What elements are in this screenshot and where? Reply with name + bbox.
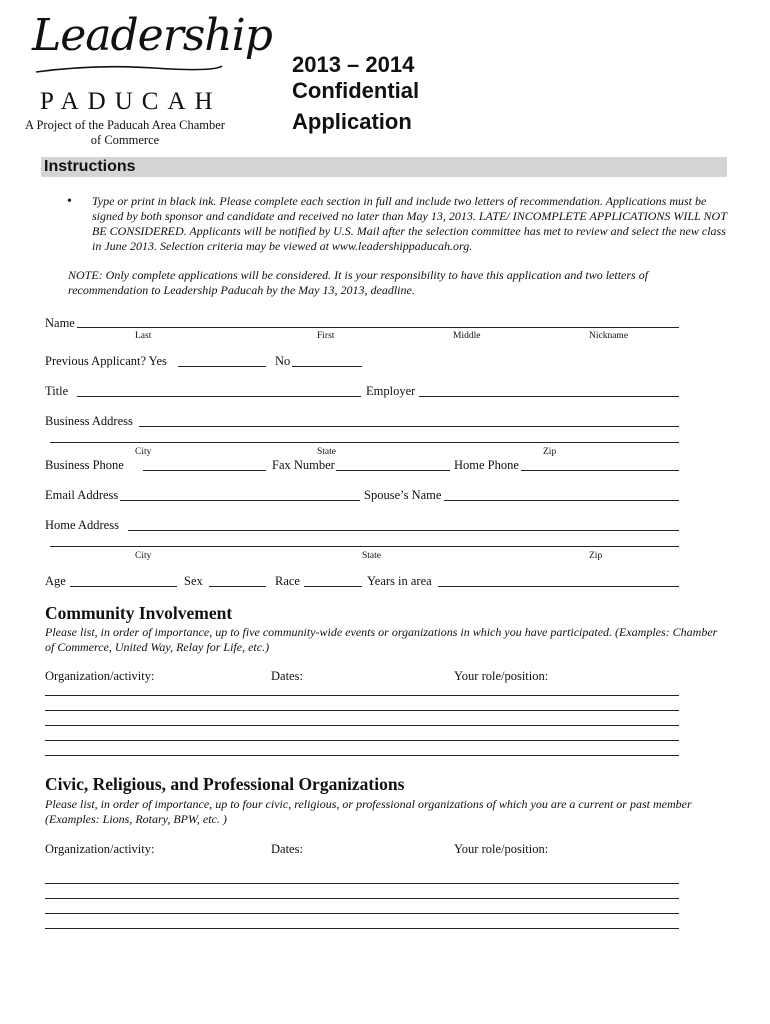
title-application: Application [292, 109, 412, 134]
age-label: Age [45, 574, 66, 588]
employer-field[interactable] [419, 396, 679, 397]
home-zip-label: Zip [589, 551, 603, 561]
business-phone-label: Business Phone [45, 458, 124, 472]
instructions-bar [41, 157, 727, 177]
home-phone-field[interactable] [521, 470, 679, 471]
race-label: Race [275, 574, 300, 588]
logo-script-text: Leadership [32, 10, 272, 61]
business-zip-label: Zip [543, 447, 557, 457]
race-field[interactable] [304, 586, 362, 587]
previous-applicant-no-field[interactable] [292, 366, 362, 367]
civic-org-column: Organization/activity: [45, 842, 155, 856]
instructions-heading: Instructions [44, 158, 136, 175]
business-address-line2-field[interactable] [50, 442, 679, 443]
name-first-label: First [317, 331, 335, 341]
sex-field[interactable] [209, 586, 266, 587]
name-middle-label: Middle [453, 331, 481, 341]
community-row-5-field[interactable] [45, 755, 679, 756]
title-field[interactable] [77, 396, 361, 397]
email-address-field[interactable] [120, 500, 360, 501]
community-description: Please list, in order of importance, up to five community-wide events or organizations in which you have participated. (Examples: Chamber of Commerce, United Way, Relay for Life, etc.) [45, 625, 718, 654]
sex-label: Sex [184, 574, 203, 588]
name-field[interactable] [77, 327, 679, 328]
logo-city: PADUCAH [40, 88, 222, 115]
business-state-label: State [317, 447, 336, 457]
previous-applicant-yes-field[interactable] [178, 366, 266, 367]
years-in-area-label: Years in area [367, 574, 432, 588]
name-last-label: Last [135, 331, 152, 341]
logo-subtitle: A Project of the Paducah Area Chamber of Commerce [25, 118, 225, 147]
community-role-column: Your role/position: [454, 669, 549, 683]
home-address-line2-field[interactable] [50, 546, 679, 547]
logo-swoosh-icon [34, 62, 224, 78]
fax-number-label: Fax Number [272, 458, 335, 472]
title-confidential: Confidential [292, 78, 420, 103]
civic-row-3-field[interactable] [45, 913, 679, 914]
home-address-field[interactable] [128, 530, 679, 531]
name-label: Name [45, 316, 75, 330]
instructions-note: NOTE: Only complete applications will be considered. It is your responsibility to have this application and two letters of recommendation to Leadership Paducah by the May 13, 2013, deadline. [68, 268, 649, 297]
business-city-label: City [135, 447, 152, 457]
bullet-icon: • [67, 194, 72, 209]
civic-description: Please list, in order of importance, up to four civic, religious, or professional organizations of which you are a current or past member (Examples: Lions, Rotary, BPW, etc. ) [45, 797, 692, 826]
business-address-field[interactable] [139, 426, 679, 427]
previous-applicant-no-label: No [275, 354, 291, 368]
title-label: Title [45, 384, 69, 398]
home-address-label: Home Address [45, 518, 119, 532]
civic-row-4-field[interactable] [45, 928, 679, 929]
business-phone-field[interactable] [143, 470, 266, 471]
fax-number-field[interactable] [336, 470, 450, 471]
home-city-label: City [135, 551, 152, 561]
email-address-label: Email Address [45, 488, 119, 502]
age-field[interactable] [70, 586, 177, 587]
community-row-2-field[interactable] [45, 710, 679, 711]
instructions-text: Type or print in black ink. Please complete each section in full and include two letters of recommendation. Applications must be signed by both sponsor and candidate and received no later than May 13, 2013. LATE/ INCOMPLETE APPLICATIONS WILL NOT BE CONSIDERED. Applicants will be notified by U.S. Mail after the selection committee has met to review and select the new class in June 2013. Selection criteria may be viewed at www.leadershippaducah.org. [92, 194, 727, 253]
civic-row-2-field[interactable] [45, 898, 679, 899]
home-phone-label: Home Phone [454, 458, 519, 472]
name-nickname-label: Nickname [589, 331, 629, 341]
business-address-label: Business Address [45, 414, 133, 428]
spouses-name-field[interactable] [444, 500, 679, 501]
civic-role-column: Your role/position: [454, 842, 549, 856]
community-row-1-field[interactable] [45, 695, 679, 696]
employer-label: Employer [366, 384, 416, 398]
previous-applicant-label: Previous Applicant? Yes [45, 354, 167, 368]
civic-dates-column: Dates: [271, 842, 303, 856]
years-in-area-field[interactable] [438, 586, 679, 587]
home-state-label: State [362, 551, 381, 561]
community-org-column: Organization/activity: [45, 669, 155, 683]
spouses-name-label: Spouse’s Name [364, 488, 442, 502]
community-row-4-field[interactable] [45, 740, 679, 741]
civic-row-1-field[interactable] [45, 883, 679, 884]
community-heading: Community Involvement [45, 603, 233, 623]
title-years: 2013 – 2014 [292, 52, 415, 77]
community-row-3-field[interactable] [45, 725, 679, 726]
community-dates-column: Dates: [271, 669, 303, 683]
civic-heading: Civic, Religious, and Professional Organizations [45, 774, 405, 794]
